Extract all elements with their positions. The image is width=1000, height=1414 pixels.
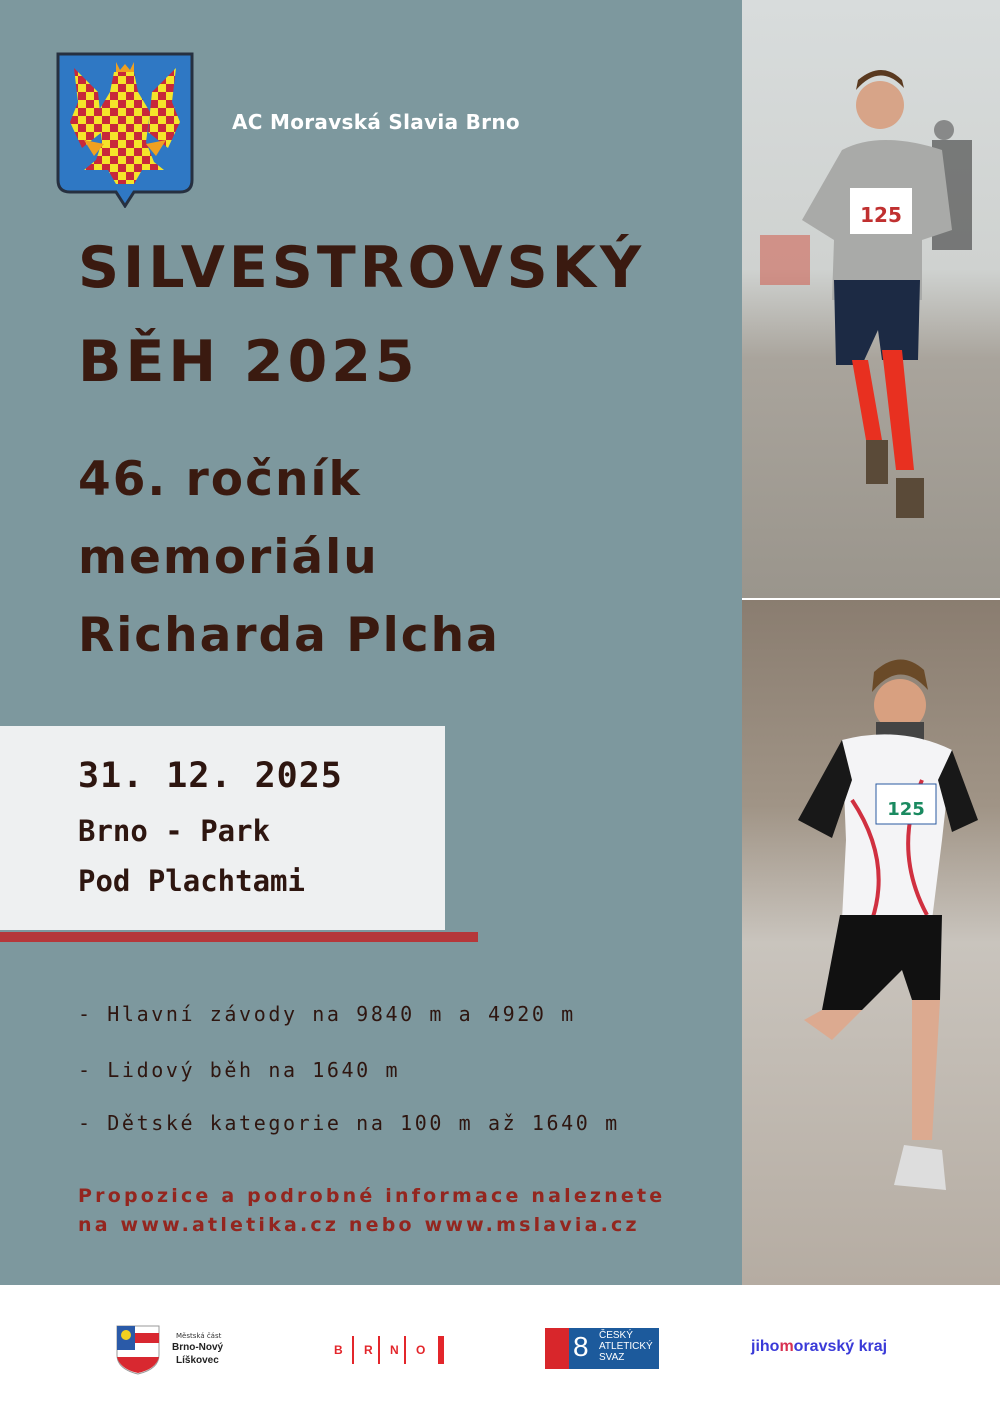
bib-number: 125 [887, 799, 925, 820]
cas-line-3: SVAZ [599, 1352, 625, 1363]
brno-letter: O [416, 1343, 426, 1357]
runner-photo-top [742, 0, 1000, 598]
liskovec-logo [116, 1325, 160, 1379]
liskovec-shield-icon [116, 1325, 160, 1375]
event-place-2: Pod Plachtami [78, 864, 305, 898]
jmk-logo [751, 1338, 887, 1356]
race-item: - Lidový běh na 1640 m [78, 1058, 401, 1082]
title-line-1: SILVESTROVSKÝ [78, 235, 646, 301]
event-place-1: Brno - Park [78, 814, 271, 848]
brno-letter: B [334, 1343, 343, 1357]
jmk-post: oravský kraj [793, 1338, 888, 1355]
info-line-1: Propozice a podrobné informace naleznete [78, 1185, 666, 1207]
cas-line-1: ČESKÝ [599, 1330, 633, 1341]
accent-bar [0, 932, 478, 942]
jmk-pre: jiho [751, 1338, 780, 1355]
bib-number: 125 [860, 203, 902, 227]
liskovec-small: Městská část [176, 1332, 222, 1340]
event-date: 31. 12. 2025 [78, 756, 343, 796]
title-line-2: BĚH 2025 [78, 329, 419, 395]
runner-photo-bottom [742, 600, 1000, 1285]
jmk-m: m [779, 1338, 794, 1355]
race-item: - Hlavní závody na 9840 m a 4920 m [78, 1002, 576, 1026]
subtitle-line-3: Richarda Plcha [78, 608, 500, 663]
cas-line-2: ATLETICKÝ [599, 1341, 653, 1352]
cas-logo [545, 1328, 659, 1369]
brno-letter: N [390, 1343, 399, 1357]
info-line-2: na www.atletika.cz nebo www.mslavia.cz [78, 1214, 640, 1236]
cas-eight-icon: 8 [573, 1331, 589, 1362]
club-name: AC Moravská Slavia Brno [232, 110, 520, 134]
brno-letter: R [364, 1343, 373, 1357]
moravian-eagle-emblem [54, 52, 196, 208]
brno-logo [334, 1336, 444, 1364]
liskovec-line-2: Líškovec [176, 1355, 219, 1366]
subtitle-line-1: 46. ročník [78, 452, 362, 507]
race-item: - Dětské kategorie na 100 m až 1640 m [78, 1111, 620, 1135]
subtitle-line-2: memoriálu [78, 530, 379, 585]
liskovec-line-1: Brno-Nový [172, 1342, 224, 1353]
